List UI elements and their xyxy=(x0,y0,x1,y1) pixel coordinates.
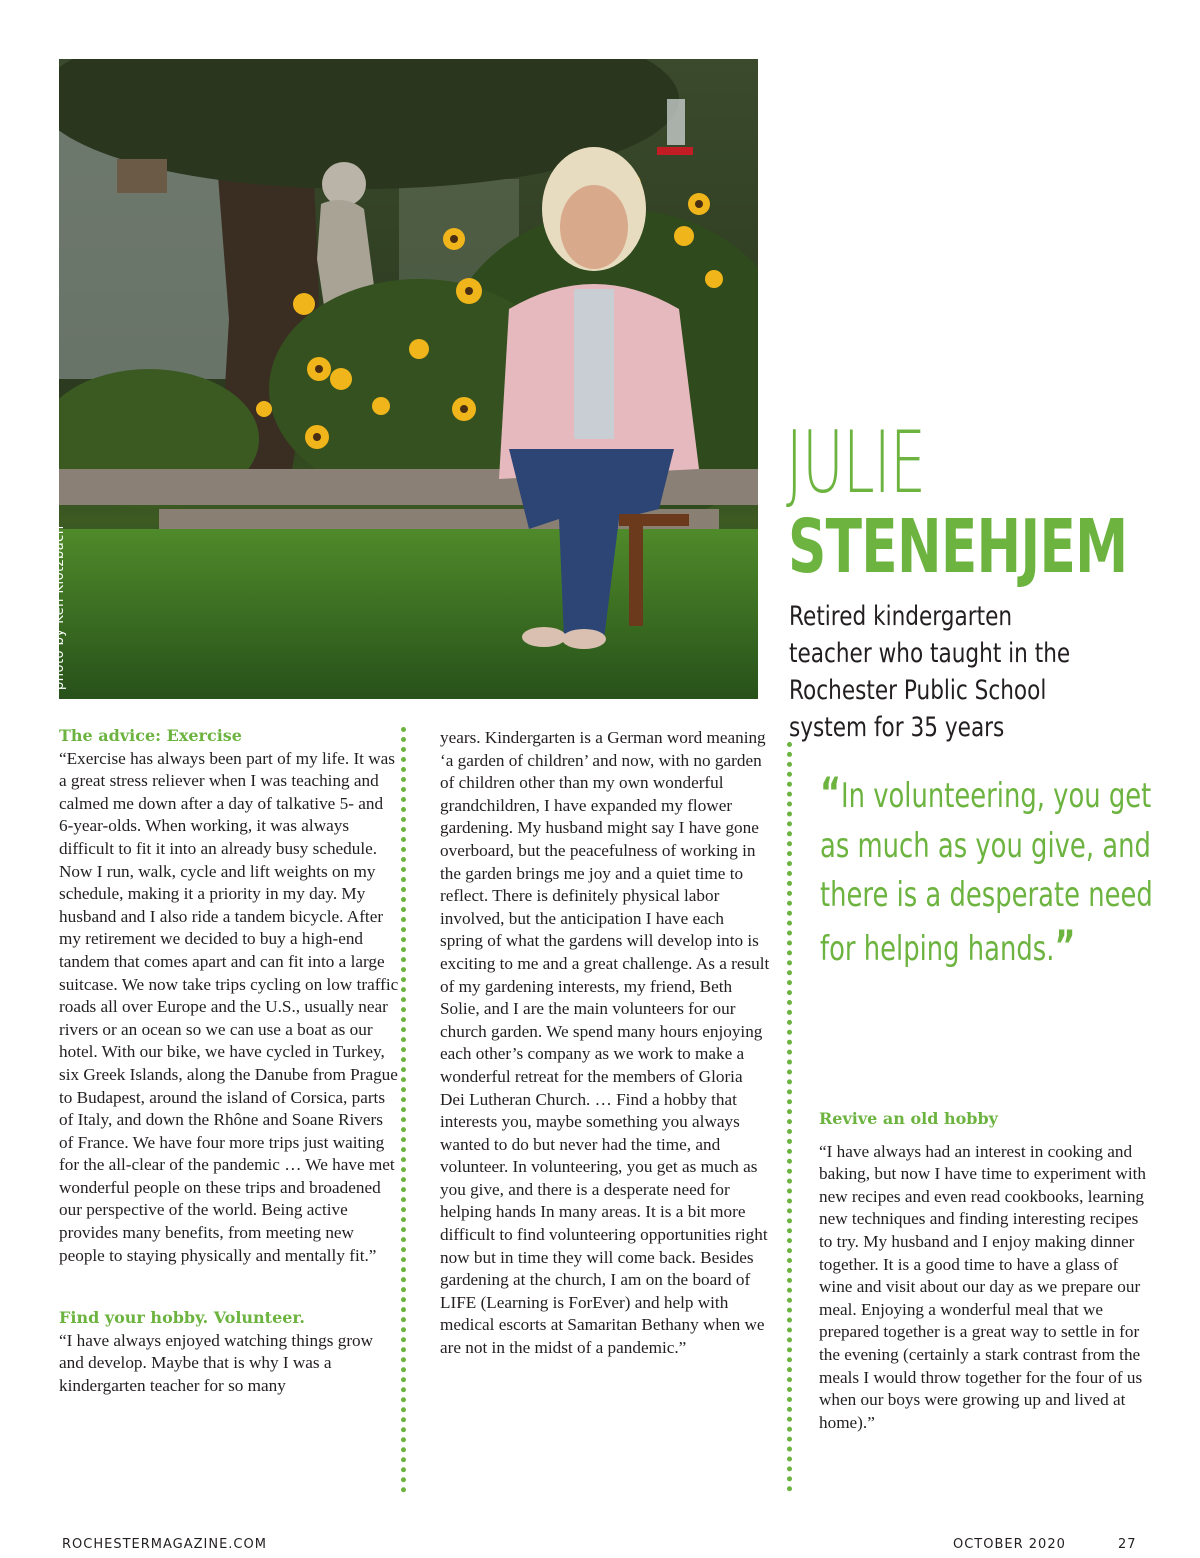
revive-heading: Revive an old hobby xyxy=(819,1109,998,1128)
pull-quote-text: In volunteering, you get as much as you give, and there is a desperate need for helping hands. xyxy=(820,776,1153,969)
person-first-name: JULIE xyxy=(786,413,926,513)
photo-credit: photo by Ken Klotzbach xyxy=(52,525,67,690)
feature-photo xyxy=(59,59,758,699)
article-column-3 xyxy=(819,1108,1149,1434)
person-subtitle: Retired kindergarten teacher who taught in the Rochester Public School system for 35 years xyxy=(789,601,1071,743)
volunteer-body-part-2: years. Kindergarten is a German word meaning ‘a garden of children’ and now, with no garden of children other than my own wonderful grandchildren, I have expanded my flower gardening. My husband might say I have gone overboard, but the peacefulness of working in the garden brings me joy and a quiet time to reflect. There is definitely physical labor involved, but the anticipation I have each spring of what the gardens will develop into is exciting to me and a great challenge. As a result of my gardening interests, my friend, Beth Solie, and I are the main volunteers for our church garden. We spend many hours enjoying each other’s company as we work to make a wonderful retreat for the members of Gloria Dei Lutheran Church. … Find a hobby that interests you, maybe something you always wanted to do but never had the time, and volunteer. In volunteering, you get as much as you give, and there is a desperate need for helping hands In many areas. It is a bit more difficult to find volunteering opportunities right now but in time they will come back. Besides gardening at the church, I am on the board of LIFE (Learning is ForEver) and help with medical escorts at Samaritan Bethany when we are not in the midst of a pandemic.” xyxy=(440,728,770,1358)
advice-heading: The advice: Exercise xyxy=(59,726,242,745)
article-column-1 xyxy=(59,725,399,1398)
article-column-2 xyxy=(440,727,770,1360)
footer-page-number: 27 xyxy=(1118,1537,1137,1552)
pull-quote xyxy=(820,768,1154,974)
advice-body: “Exercise has always been part of my life. It was a great stress reliever when I was teaching and calmed me down after a day of talkative 5- and 6-year-olds. When working, it was always difficult to fit it into an already busy schedule. Now I run, walk, cycle and lift weights on my schedule, making it a priority in my day. My husband and I also ride a tandem bicycle. After my retirement we decided to buy a high-end tandem that comes apart and can fit into a large suitcase. We now take trips cycling on low traffic roads all over Europe and the U.S., usually near rivers or an ocean so we can use a boat as our hotel. With our bike, we have cycled in Turkey, six Greek Islands, along the Danube from Prague to Budapest, around the island of Corsica, parts of Italy, and down the Rhône and Soane Rivers of France. We have four more trips just waiting for the all-clear of the pandemic … We have met wonderful people on these trips and broadened our perspective of the world. Being active provides many benefits, from meeting new people to staying physically and mentally fit.” xyxy=(59,748,399,1265)
footer-issue-date: OCTOBER 2020 xyxy=(953,1537,1066,1552)
footer-website: ROCHESTERMAGAZINE.COM xyxy=(62,1537,267,1552)
column-divider-left xyxy=(401,727,406,1493)
person-last-name: STENEHJEM xyxy=(788,504,1128,590)
close-quote-mark: ” xyxy=(1054,920,1076,970)
volunteer-heading: Find your hobby. Volunteer. xyxy=(59,1308,305,1328)
column-divider-right xyxy=(787,742,792,1492)
open-quote-mark: “ xyxy=(820,768,841,817)
revive-body: “I have always had an interest in cooking and baking, but now I have time to experiment with new recipes and even read cookbooks, learning new techniques and finding interesting recipes to try. My husband and I enjoy making dinner together. It is a good time to have a glass of wine and visit about our day as we prepare our meal. Enjoying a wonderful meal that we prepared together is a great way to settle in for the evening (certainly a stark contrast from the meals I would throw together for the four of us when our boys were growing up and lived at home).” xyxy=(819,1141,1146,1432)
garden-portrait-image xyxy=(59,59,758,699)
volunteer-body-part-1: “I have always enjoyed watching things grow and develop. Maybe that is why I was a kindergarten teacher for so many xyxy=(59,1330,374,1396)
